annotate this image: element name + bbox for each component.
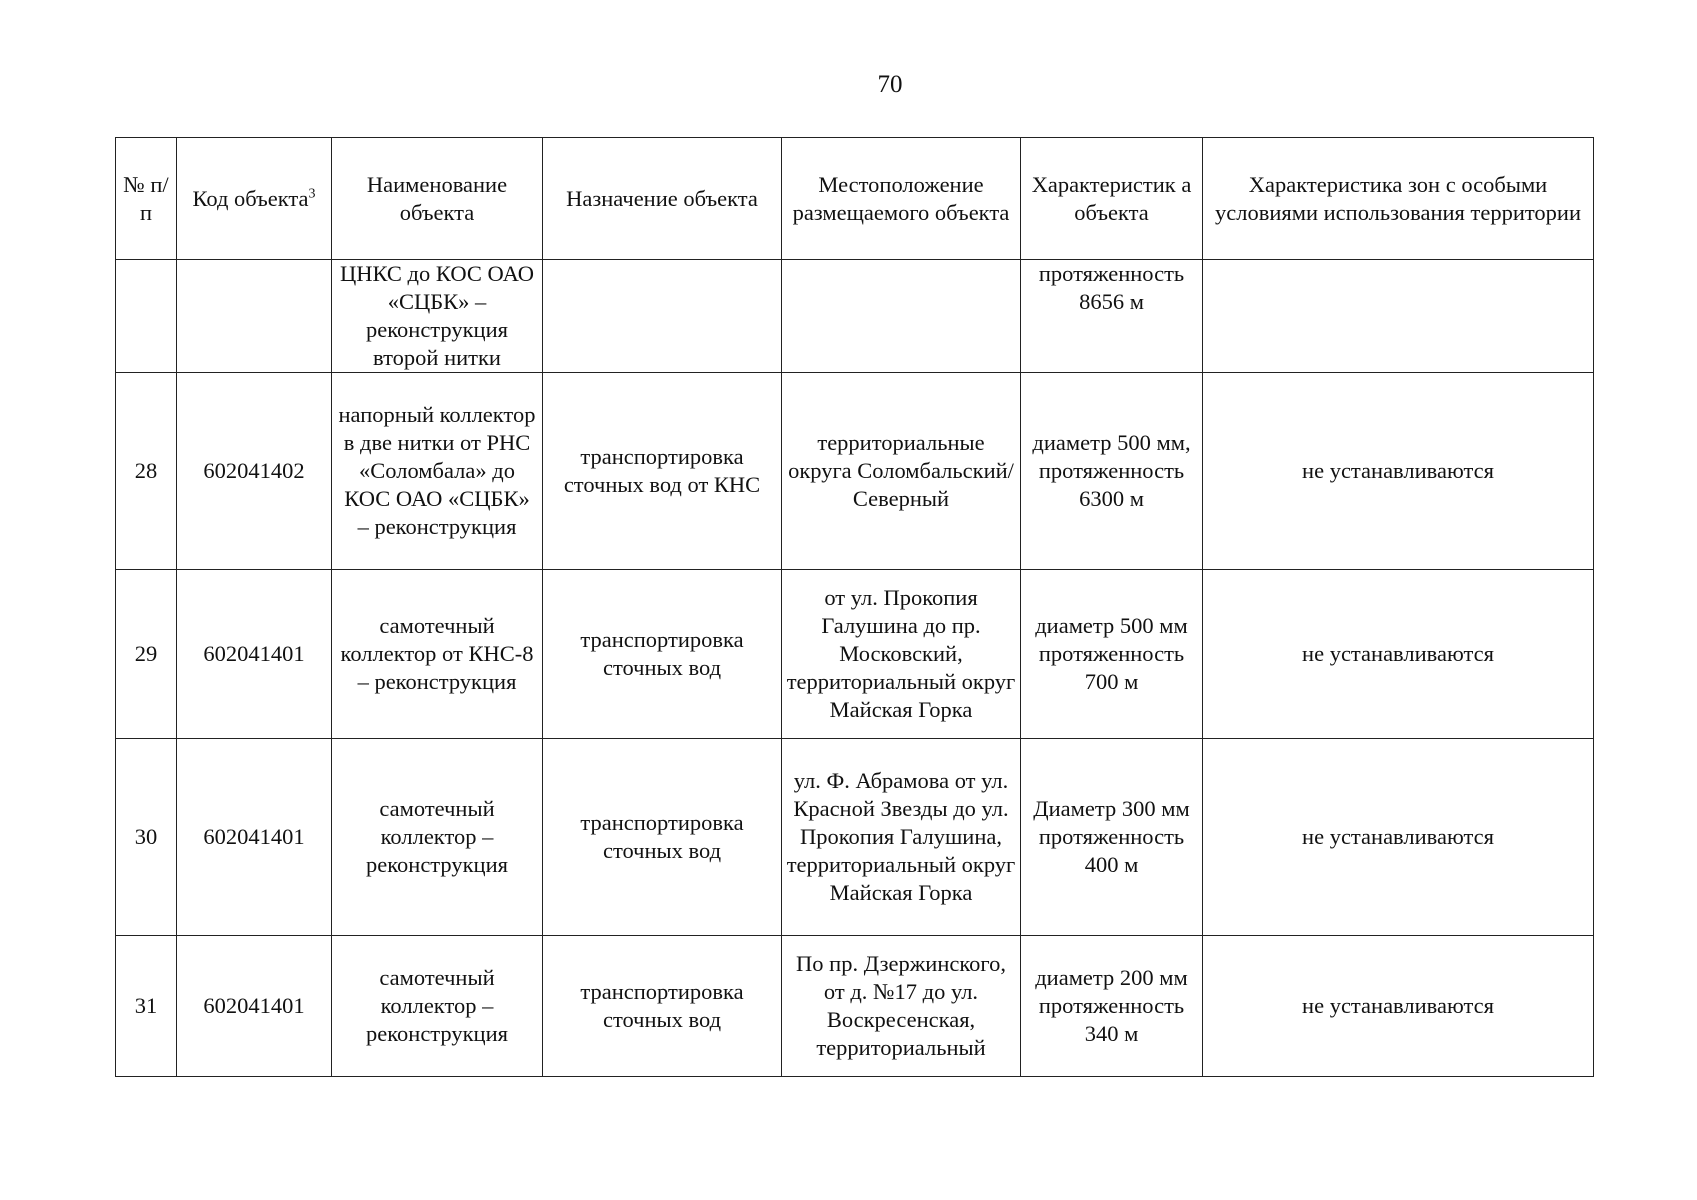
cell-characteristic: Диаметр 300 мм протяженность 400 м xyxy=(1021,739,1203,936)
cell-num: 29 xyxy=(116,570,177,739)
cell-num: 28 xyxy=(116,373,177,570)
cell-zones: не устанавливаются xyxy=(1203,373,1594,570)
cell-code: 602041402 xyxy=(177,373,332,570)
cell-num: 31 xyxy=(116,936,177,1077)
footnote-marker: 3 xyxy=(308,186,316,201)
table-row xyxy=(116,936,1594,1077)
cell-purpose: транспортировка сточных вод от КНС xyxy=(543,373,782,570)
header-row xyxy=(116,138,1594,260)
cell-characteristic: диаметр 500 мм, протяженность 6300 м xyxy=(1021,373,1203,570)
table-row xyxy=(116,260,1594,373)
objects-table xyxy=(115,137,1594,1077)
cell-location: территориальные округа Соломбальский/Северный xyxy=(782,373,1021,570)
cell-zones xyxy=(1203,260,1594,373)
cell-location xyxy=(782,260,1021,373)
table-row xyxy=(116,739,1594,936)
header-purpose: Назначение объекта xyxy=(543,138,782,260)
cell-num xyxy=(116,260,177,373)
cell-characteristic: протяженность 8656 м xyxy=(1021,260,1203,373)
cell-zones: не устанавливаются xyxy=(1203,570,1594,739)
cell-num: 30 xyxy=(116,739,177,936)
cell-zones: не устанавливаются xyxy=(1203,936,1594,1077)
table-row xyxy=(116,373,1594,570)
cell-purpose: транспортировка сточных вод xyxy=(543,570,782,739)
cell-name: самотечный коллектор – реконструкция xyxy=(332,936,543,1077)
cell-purpose: транспортировка сточных вод xyxy=(543,739,782,936)
cell-name: напорный коллектор в две нитки от РНС «Соломбала» до КОС ОАО «СЦБК» – реконструкция xyxy=(332,373,543,570)
header-zones: Характеристика зон с особыми условиями использования территории xyxy=(1203,138,1594,260)
header-location: Местоположение размещаемого объекта xyxy=(782,138,1021,260)
header-num: № п/п xyxy=(116,138,177,260)
cell-purpose xyxy=(543,260,782,373)
header-characteristic: Характеристик а объекта xyxy=(1021,138,1203,260)
cell-code: 602041401 xyxy=(177,936,332,1077)
header-name: Наименование объекта xyxy=(332,138,543,260)
cell-characteristic: диаметр 200 мм протяженность 340 м xyxy=(1021,936,1203,1077)
table-row xyxy=(116,570,1594,739)
cell-characteristic: диаметр 500 мм протяженность 700 м xyxy=(1021,570,1203,739)
cell-code xyxy=(177,260,332,373)
cell-purpose: транспортировка сточных вод xyxy=(543,936,782,1077)
cell-name: самотечный коллектор от КНС-8 – реконструкция xyxy=(332,570,543,739)
header-code: Код объекта$^3$ xyxy=(177,138,332,260)
page-number: 70 xyxy=(877,71,903,98)
cell-zones: не устанавливаются xyxy=(1203,739,1594,936)
cell-name: самотечный коллектор – реконструкция xyxy=(332,739,543,936)
cell-location: По пр. Дзержинского, от д. №17 до ул. Воскресенская, территориальный xyxy=(782,936,1021,1077)
cell-location: ул. Ф. Абрамова от ул. Красной Звезды до ул. Прокопия Галушина, территориальный округ Майская Горка xyxy=(782,739,1021,936)
cell-code: 602041401 xyxy=(177,570,332,739)
cell-code: 602041401 xyxy=(177,739,332,936)
cell-name: ЦНКС до КОС ОАО «СЦБК» – реконструкция второй нитки xyxy=(332,260,543,373)
cell-location: от ул. Прокопия Галушина до пр. Московский, территориальный округ Майская Горка xyxy=(782,570,1021,739)
